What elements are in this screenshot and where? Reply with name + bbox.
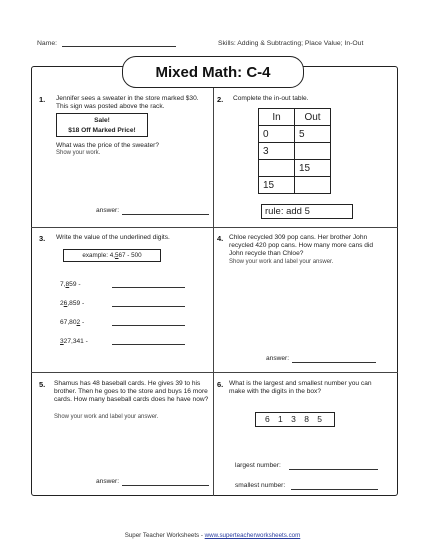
item-text: 2 <box>60 300 64 307</box>
q5-text: Shamus has 48 baseball cards. He gives 39 to his brother. Then he goes to the store and buys 16 more cards. How many baseball cards does he have now? <box>54 380 209 404</box>
q5-answer-line[interactable] <box>122 485 209 486</box>
cell-in: 15 <box>259 177 295 194</box>
sign-line-2: $18 Off Marked Price! <box>68 127 136 134</box>
table-header-row <box>259 109 331 126</box>
q3-item-1 <box>60 281 81 288</box>
footer-link[interactable]: www.superteacherworksheets.com <box>204 532 301 539</box>
sale-sign <box>56 113 148 137</box>
q3-item-4 <box>60 338 88 345</box>
q4-answer-line[interactable] <box>292 362 376 363</box>
footer <box>0 532 425 539</box>
item-text: 7, <box>60 281 66 288</box>
q4-answer-label: answer: <box>266 355 290 362</box>
table-row <box>259 160 331 177</box>
q1-number: 1. <box>39 95 46 104</box>
q3-answer-line-3[interactable] <box>112 325 185 326</box>
cell-in-blank[interactable] <box>259 160 295 177</box>
name-label: Name: <box>37 40 58 47</box>
row-divider-2 <box>31 372 398 373</box>
q3-answer-line-1[interactable] <box>112 287 185 288</box>
q1-note: Show your work. <box>56 150 101 156</box>
q4-text: Chloe recycled 309 pop cans. Her brother John recycled 420 pop cans. How many more cans did John recycle than Chloe? <box>229 234 374 258</box>
in-out-table <box>258 108 331 194</box>
item-text: - <box>80 319 85 326</box>
item-text: ,859 - <box>67 300 85 307</box>
q2-text: Complete the in-out table. <box>233 95 309 102</box>
digit-box: 6 1 3 8 5 <box>255 412 335 427</box>
cell-out-blank[interactable] <box>295 177 331 194</box>
cell-out-blank[interactable] <box>295 143 331 160</box>
item-text: 59 - <box>69 281 81 288</box>
cell-in: 0 <box>259 126 295 143</box>
column-divider <box>213 86 214 496</box>
largest-number-label: largest number: <box>235 462 281 469</box>
q3-text: Write the value of the underlined digits. <box>56 234 170 241</box>
table-row <box>259 177 331 194</box>
q3-number: 3. <box>39 234 46 243</box>
cell-out: 5 <box>295 126 331 143</box>
q6-number: 6. <box>217 380 224 389</box>
q5-answer-label: answer: <box>96 478 120 485</box>
largest-number-line[interactable] <box>289 469 378 470</box>
item-text: 27,341 - <box>63 338 88 345</box>
item-text: 67,80 <box>60 319 77 326</box>
q5-number: 5. <box>39 380 46 389</box>
q3-item-2 <box>60 300 84 307</box>
page-title: Mixed Math: C-4 <box>122 56 304 88</box>
q1-answer-label: answer: <box>96 207 120 214</box>
sign-line-1: Sale! <box>94 117 110 124</box>
name-field[interactable] <box>62 46 176 47</box>
rule-box: rule: add 5 <box>261 204 353 219</box>
footer-brand: Super Teacher Worksheets - <box>124 532 203 539</box>
underlined-digit: 8 <box>65 281 70 288</box>
q5-note: Show your work and label your answer. <box>54 414 159 420</box>
q3-answer-line-2[interactable] <box>112 306 185 307</box>
underlined-digit: 2 <box>76 319 81 326</box>
q4-note: Show your work and label your answer. <box>229 259 334 265</box>
example-box <box>63 249 161 262</box>
q4-number: 4. <box>217 234 224 243</box>
header-out: Out <box>295 109 331 126</box>
table-row <box>259 126 331 143</box>
q6-text: What is the largest and smallest number you can make with the digits in the box? <box>229 380 372 396</box>
smallest-number-line[interactable] <box>291 489 378 490</box>
example-underlined-digit: 5 <box>114 252 119 259</box>
example-suffix: 67 - 500 <box>118 252 142 259</box>
q1-question: What was the price of the sweater? <box>56 142 159 149</box>
skills-text: Skills: Adding & Subtracting; Place Value; In-Out <box>218 40 364 47</box>
table-row <box>259 143 331 160</box>
example-prefix: example: 4, <box>82 252 115 259</box>
cell-out: 15 <box>295 160 331 177</box>
q2-number: 2. <box>217 95 224 104</box>
q1-text: Jennifer sees a sweater in the store marked $30. This sign was posted above the rack. <box>56 95 199 111</box>
underlined-digit: 6 <box>63 300 68 307</box>
header-in: In <box>259 109 295 126</box>
cell-in: 3 <box>259 143 295 160</box>
row-divider-1 <box>31 227 398 228</box>
smallest-number-label: smallest number: <box>235 482 286 489</box>
q3-answer-line-4[interactable] <box>112 344 185 345</box>
q1-answer-line[interactable] <box>122 214 209 215</box>
q3-item-3 <box>60 319 84 326</box>
underlined-digit: 3 <box>60 338 64 345</box>
